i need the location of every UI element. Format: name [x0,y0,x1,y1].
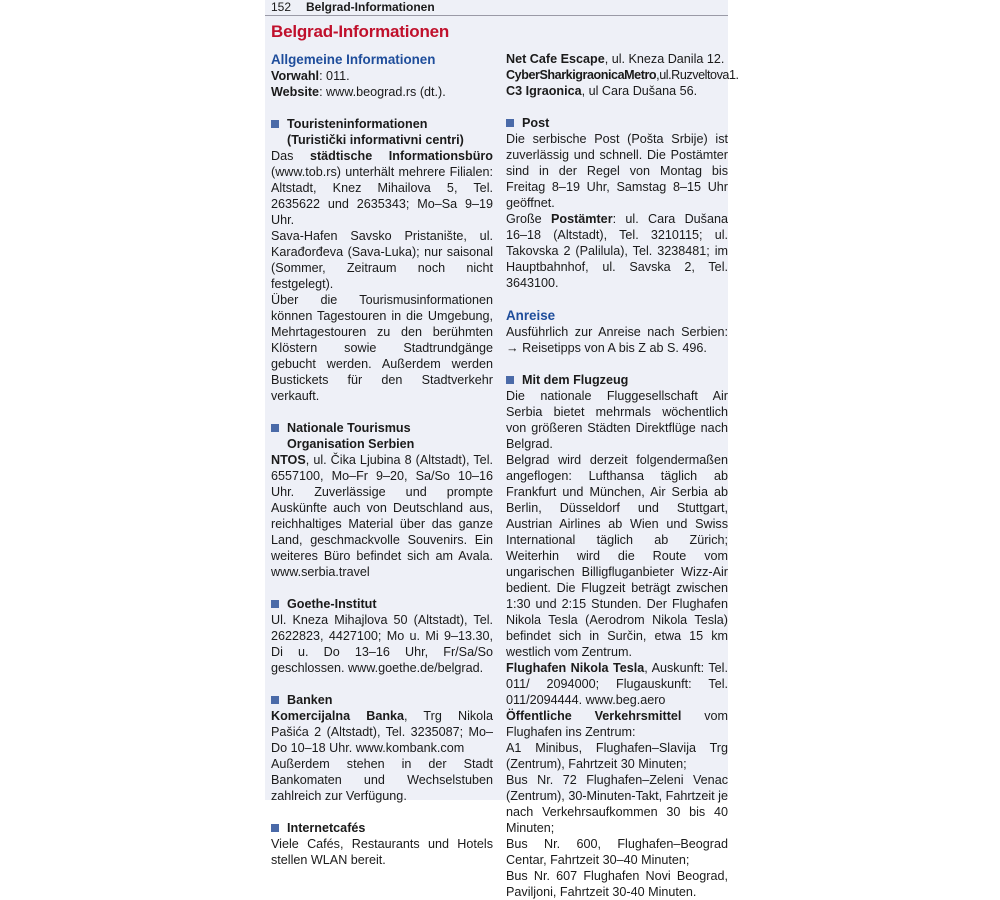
page-title: Belgrad-Informationen [271,22,450,41]
book-page [265,0,739,899]
banken-para1 [271,708,493,756]
transport-line: Bus Nr. 600, Flughafen–Beograd Centar, Fahrtzeit 30–40 Minuten; [506,837,728,867]
post-para2-bold: Postämter [551,212,613,226]
square-bullet-icon [271,120,279,128]
touristen-para3: Über die Tourismusinformationen können Tagestouren in die Umgebung, Mehrtagestouren zu den berühmten Klöstern sowie Stadtrundgänge gebucht werden. Außerdem werden Bustickets für den Stadtverkehr verkauft. [271,293,493,403]
flugzeug-airport [506,660,728,708]
website-label: Website [271,85,320,99]
flugzeug-oev [506,708,728,740]
square-bullet-icon [271,696,279,704]
cafe-address: ,ul.Ruzveltova1. [656,68,739,82]
internet-para: Viele Cafés, Restaurants und Hotels stellen WLAN bereit. [271,837,493,867]
square-bullet-icon [271,424,279,432]
heading-touristen [271,116,493,148]
heading-ntos [271,420,493,452]
right-column [506,51,739,900]
heading-anreise: Anreise [506,308,556,323]
transport-line: Bus Nr. 607 Flughafen Novi Beograd, Paviljoni, Fahrtzeit 30-40 Minuten. [506,869,728,899]
square-bullet-icon [506,376,514,384]
cafe-address: , ul Cara Dušana 56. [581,84,698,98]
cafe-name: C3 Igraonica [506,84,582,98]
square-bullet-icon [506,119,514,127]
flugzeug-para2: Belgrad wird derzeit folgendermaßen angeflogen: Lufthansa täglich ab Frankfurt und München, Air Serbia ab Berlin, Düsseldorf und Stuttgart, Austrian Airlines ab Wien und Swiss International täglich ab Zürich; Weiterhin wird die Route vom ungarischen Billigfluganbieter Wizz-Air bedient. Die Flugzeit beträgt zwischen 1:30 und 2:15 Stunden. Der Flughafen Nikola Tesla (Aerodrom Nikola Tesla) befindet sich in Surčin, etwa 15 km westlich vom Zentrum. [506,453,728,659]
vorwahl-label: Vorwahl [271,69,320,83]
banken-text: , Trg Nikola Pašića 2 (Altstadt), Tel. 3235087; Mo–Do 10–18 Uhr. www.kombank.com [271,709,493,755]
heading-post [506,115,728,131]
airport-text: , Auskunft: Tel. 011/ 2094000; Flugauskunft: Tel. 011/2094444. www.beg.aero [506,661,728,707]
website-line [271,84,493,100]
heading-goethe [271,596,493,612]
banken-bold: Komercijalna Banka [271,709,405,723]
square-bullet-icon [271,824,279,832]
oev-text: vom Flughafen ins Zentrum: [506,709,728,739]
heading-touristen-line1: Touristeninformationen [287,117,428,131]
website-value: : www.beograd.rs (dt.). [319,85,446,99]
cafe-address: , ul. Kneza Danila 12. [604,52,725,66]
banken-para2: Außerdem stehen in der Stadt Bankomaten und Wechselstuben zahlreich zur Verfügung. [271,757,493,803]
heading-banken-text: Banken [287,693,333,707]
heading-ntos-line2: Organisation Serbien [287,437,415,451]
vorwahl-line [271,68,493,84]
transport-line: Bus Nr. 72 Flughafen–Zeleni Venac (Zentrum), 30-Minuten-Takt, Fahrtzeit je nach Verkehrsaufkommen 30 bis 40 Minuten; [506,773,728,835]
heading-internet-text: Internetcafés [287,821,366,835]
touristen-intro-rest: (www.tob.rs) unterhält mehrere Filialen: Altstadt, Knez Mihailova 5, Tel. 2635622 und 2635343; Mo–Sa 9–19 Uhr. [271,165,493,227]
heading-allgemeine: Allgemeine Informationen [271,52,436,67]
cafe-name: CyberSharkigraonicaMetro [506,68,657,82]
heading-internet [271,820,493,836]
transport-line: A1 Minibus, Flughafen–Slavija Trg (Zentrum), Fahrtzeit 30 Minuten; [506,741,728,771]
post-para2 [506,211,728,291]
post-para2-prefix: Große [506,212,551,226]
heading-flugzeug [506,372,728,388]
heading-flugzeug-text: Mit dem Flugzeug [522,373,629,387]
heading-banken [271,692,493,708]
flugzeug-para1: Die nationale Fluggesellschaft Air Serbia bietet mehrmals wöchentlich von größeren Städten Direktflüge nach Belgrad. [506,389,728,451]
touristen-intro-prefix: Das [271,149,294,163]
cafe-entry [506,51,728,67]
post-para2-rest: : ul. Cara Dušana 16–18 (Altstadt), Tel. 3210115; ul. Takovska 2 (Palilula), Tel. 3238481; im Hauptbahnhof, ul. Savska 2, Tel. 3643100. [506,212,728,290]
ntos-para [271,452,493,580]
ntos-bold: NTOS [271,453,306,467]
anreise-para: Ausführlich zur Anreise nach Serbien: → Reisetipps von A bis Z ab S. 496. [506,325,728,355]
heading-post-text: Post [522,116,550,130]
heading-goethe-text: Goethe-Institut [287,597,377,611]
oev-bold: Öffentliche Verkehrsmittel [506,709,682,723]
cafe-entry [506,83,728,99]
square-bullet-icon [271,600,279,608]
left-column [271,51,493,868]
touristen-intro-bold: städtische Informationsbüro [309,149,493,163]
airport-bold: Flughafen Nikola Tesla [506,661,645,675]
heading-ntos-line1: Nationale Tourismus [287,421,411,435]
touristen-para2: Sava-Hafen Savsko Pristanište, ul. Karađorđeva (Sava-Luka); nur saisonal (Sommer, Zeitraum noch nicht festgelegt). [271,229,493,291]
running-title: Belgrad-Informationen [306,0,435,14]
page-number: 152 [271,0,292,14]
ntos-text: , ul. Čika Ljubina 8 (Altstadt), Tel. 6557100, Mo–Fr 9–20, Sa/So 10–16 Uhr. Zuverlässige und prompte Auskünfte auch von Deutschland aus, reichhaltiges Material über das ganze Land, geschmackvolle Souvenirs. Ein weiteres Büro befindet sich am Avala. www.serbia.travel [271,453,493,579]
post-para1: Die serbische Post (Pošta Srbije) ist zuverlässig und schnell. Die Postämter sind in der Regel von Montag bis Freitag 8–19 Uhr, Samstag 8–15 Uhr geöffnet. [506,132,728,210]
cafe-name: Net Cafe Escape [506,52,605,66]
heading-touristen-line2: (Turistički informativni centri) [287,133,464,147]
running-header [265,0,728,16]
touristen-para1 [271,148,493,228]
goethe-para: Ul. Kneza Mihajlova 50 (Altstadt), Tel. 2622823, 4427100; Mo u. Mi 9–13.30, Di u. Do 13–16 Uhr, Fr/Sa/So geschlossen. www.goethe.de/belgrad. [271,613,493,675]
cafe-entry [506,67,739,83]
vorwahl-value: : 011. [319,69,350,83]
